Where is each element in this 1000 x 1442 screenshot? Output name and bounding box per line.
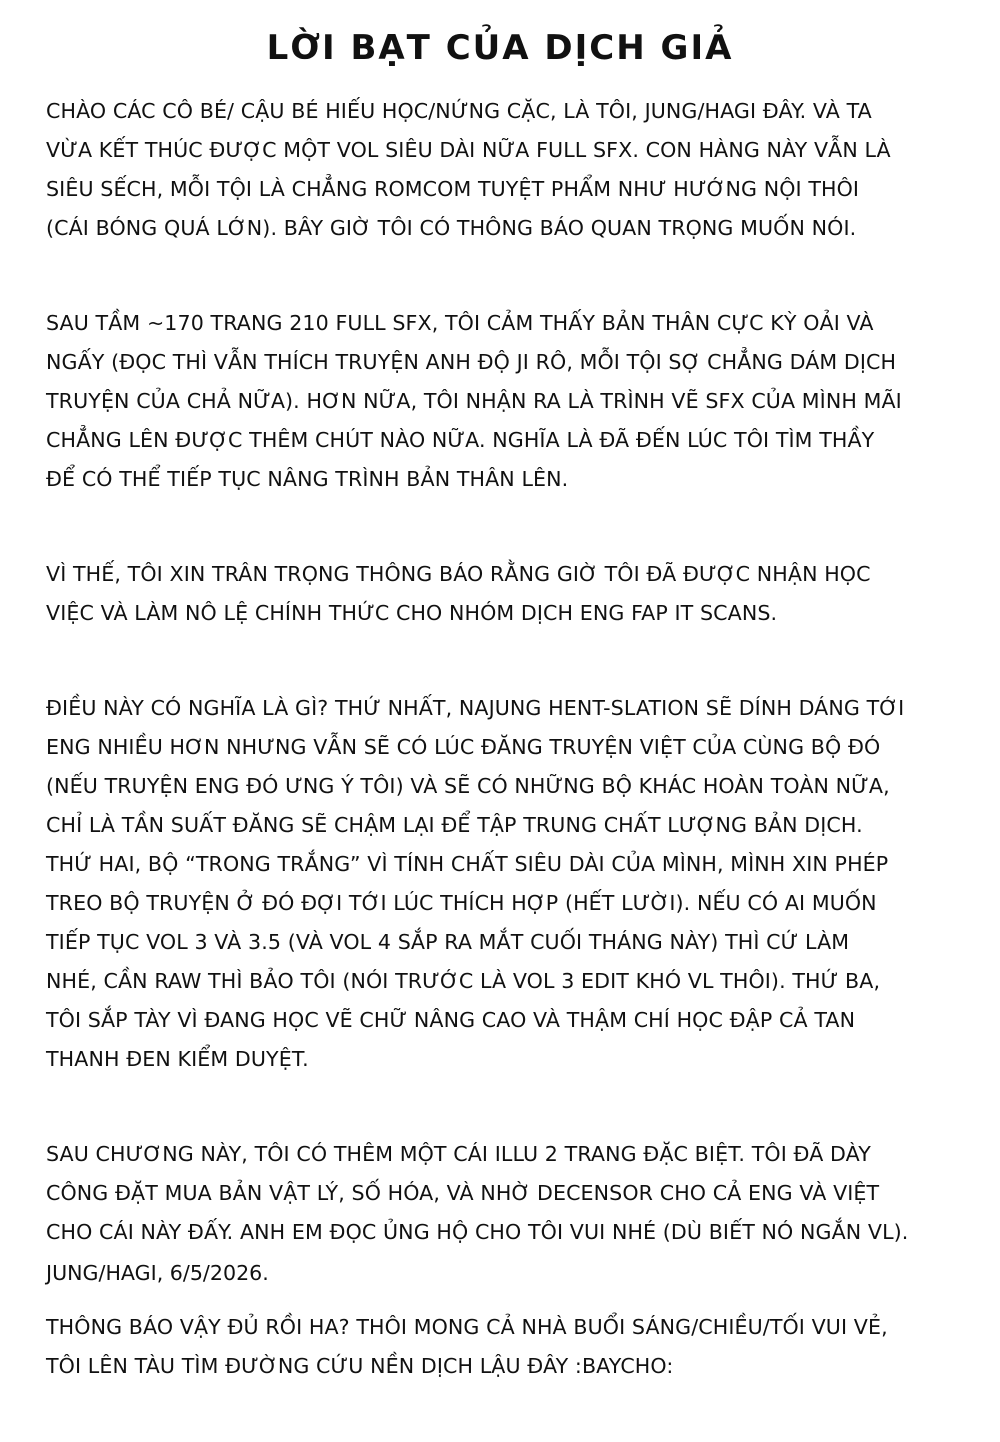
text-line: ĐIỀU NÀY CÓ NGHĨA LÀ GÌ? THỨ NHẤT, NAJUNG HENT-SLATION SẼ DÍNH DÁNG TỚI (46, 696, 905, 720)
text-line: TIẾP TỤC VOL 3 VÀ 3.5 (VÀ VOL 4 SẮP RA MẮT CUỐI THÁNG NÀY) THÌ CỨ LÀM (46, 930, 850, 954)
paragraph-intro (46, 92, 971, 248)
paragraph-illustration (46, 1135, 971, 1252)
text-line: CHẲNG LÊN ĐƯỢC THÊM CHÚT NÀO NỮA. NGHĨA LÀ ĐÃ ĐẾN LÚC TÔI TÌM THẦY (46, 428, 875, 452)
paragraph-closing (46, 1308, 971, 1386)
signature: JUNG/HAGI, 6/5/2026. (46, 1261, 269, 1285)
text-line: SIÊU SẾCH, MỖI TỘI LÀ CHẲNG ROMCOM TUYỆT PHẨM NHƯ HƯỚNG NỘI THÔI (46, 177, 860, 201)
paragraph-burnout (46, 304, 971, 499)
paragraph-details (46, 689, 971, 1079)
text-line: VỪA KẾT THÚC ĐƯỢC MỘT VOL SIÊU DÀI NỮA FULL SFX. CON HÀNG NÀY VẪN LÀ (46, 138, 891, 162)
text-line: CHỈ LÀ TẦN SUẤT ĐĂNG SẼ CHẬM LẠI ĐỂ TẬP TRUNG CHẤT LƯỢNG BẢN DỊCH. (46, 813, 863, 837)
afterword-body (46, 92, 971, 1442)
text-line: TÔI LÊN TÀU TÌM ĐƯỜNG CỨU NỀN DỊCH LẬU ĐÂY :BAYCHO: (46, 1354, 674, 1378)
text-line: SAU TẦM ~170 TRANG 210 FULL SFX, TÔI CẢM THẤY BẢN THÂN CỰC KỲ OẢI VÀ (46, 311, 874, 335)
text-line: (NẾU TRUYỆN ENG ĐÓ ƯNG Ý TÔI) VÀ SẼ CÓ NHỮNG BỘ KHÁC HOÀN TOÀN NỮA, (46, 774, 890, 798)
text-line: CHÀO CÁC CÔ BÉ/ CẬU BÉ HIẾU HỌC/NỨNG CẶC, LÀ TÔI, JUNG/HAGI ĐÂY. VÀ TA (46, 99, 872, 123)
page-title: LỜI BẠT CỦA DỊCH GIẢ (266, 28, 734, 68)
text-line: ENG NHIỀU HƠN NHƯNG VẪN SẼ CÓ LÚC ĐĂNG TRUYỆN VIỆT CỦA CÙNG BỘ ĐÓ (46, 735, 881, 759)
text-line: (CÁI BÓNG QUÁ LỚN). BÂY GIỜ TÔI CÓ THÔNG BÁO QUAN TRỌNG MUỐN NÓI. (46, 216, 857, 240)
text-line: ĐỂ CÓ THỂ TIẾP TỤC NÂNG TRÌNH BẢN THÂN LÊN. (46, 467, 569, 491)
text-line: TRUYỆN CỦA CHẢ NỮA). HƠN NỮA, TÔI NHẬN RA LÀ TRÌNH VẼ SFX CỦA MÌNH MÃI (46, 389, 902, 413)
text-line: NGẤY (ĐỌC THÌ VẪN THÍCH TRUYỆN ANH ĐỘ JI RÔ, MỖI TỘI SỢ CHẲNG DÁM DỊCH (46, 350, 897, 374)
text-line: VÌ THẾ, TÔI XIN TRÂN TRỌNG THÔNG BÁO RẰNG GIỜ TÔI ĐÃ ĐƯỢC NHẬN HỌC (46, 562, 871, 586)
text-line: TREO BỘ TRUYỆN Ở ĐÓ ĐỢI TỚI LÚC THÍCH HỢP (HẾT LƯỜI). NẾU CÓ AI MUỐN (46, 891, 877, 915)
text-line: NHÉ, CẦN RAW THÌ BẢO TÔI (NÓI TRƯỚC LÀ VOL 3 EDIT KHÓ VL THÔI). THỨ BA, (46, 969, 881, 993)
text-line: CHO CÁI NÀY ĐẤY. ANH EM ĐỌC ỦNG HỘ CHO TÔI VUI NHÉ (DÙ BIẾT NÓ NGẮN VL). (46, 1220, 909, 1244)
text-line: THỨ HAI, BỘ “TRONG TRẮNG” VÌ TÍNH CHẤT SIÊU DÀI CỦA MÌNH, MÌNH XIN PHÉP (46, 852, 889, 876)
text-line: CÔNG ĐẶT MUA BẢN VẬT LÝ, SỐ HÓA, VÀ NHỜ DECENSOR CHO CẢ ENG VÀ VIỆT (46, 1181, 880, 1205)
text-line: THÔNG BÁO VẬY ĐỦ RỒI HA? THÔI MONG CẢ NHÀ BUỔI SÁNG/CHIỀU/TỐI VUI VẺ, (46, 1315, 888, 1339)
paragraph-announcement (46, 555, 971, 633)
text-line: THANH ĐEN KIỂM DUYỆT. (46, 1047, 309, 1071)
text-line: SAU CHƯƠNG NÀY, TÔI CÓ THÊM MỘT CÁI ILLU 2 TRANG ĐẶC BIỆT. TÔI ĐÃ DÀY (46, 1142, 871, 1166)
text-line: TÔI SẮP TÀY VÌ ĐANG HỌC VẼ CHỮ NÂNG CAO VÀ THẬM CHÍ HỌC ĐẬP CẢ TAN (46, 1008, 856, 1032)
text-line: VIỆC VÀ LÀM NÔ LỆ CHÍNH THỨC CHO NHÓM DỊCH ENG FAP IT SCANS. (46, 601, 778, 625)
